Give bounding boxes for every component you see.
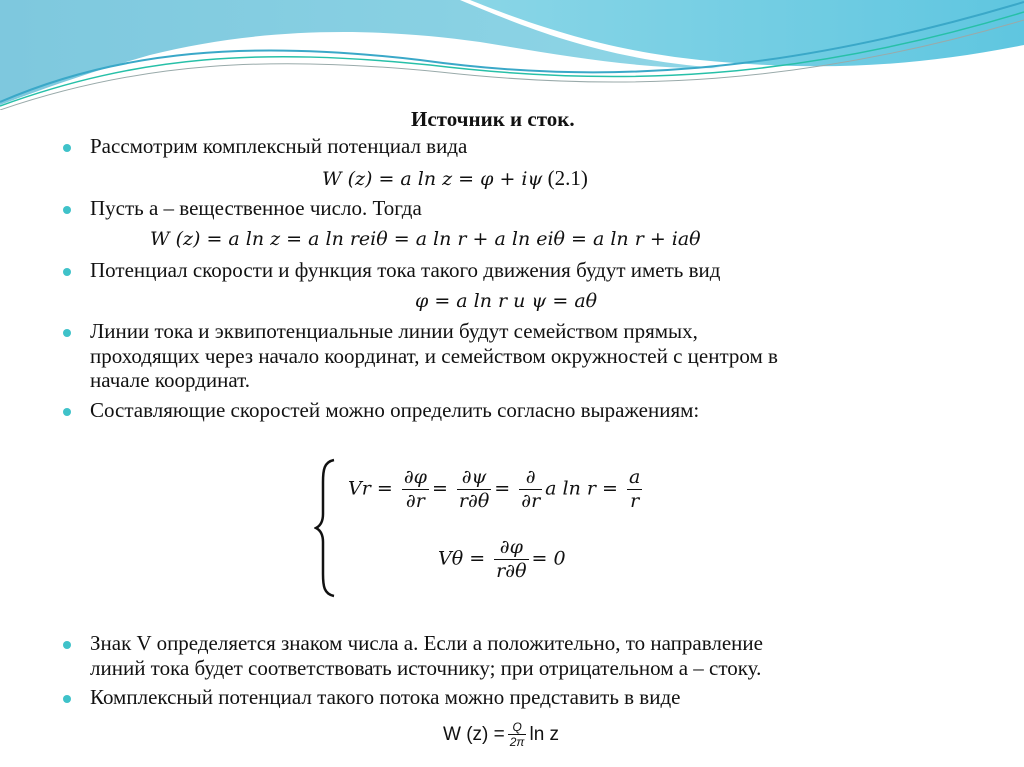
equation: φ = a ln r и ψ = aθ [415,290,598,312]
text-line: Потенциал скорости и функция тока такого движения будут иметь вид [90,258,721,282]
equation-vtheta [438,536,566,583]
eq-text: = [431,477,448,500]
eq-text: a ln r = [545,477,618,500]
fraction [457,466,491,513]
fraction [519,466,542,513]
eq-text: ln z [529,723,560,745]
eq-text: Vθ = [438,547,486,570]
numerator: ∂ [519,466,542,490]
text-line: Составляющие скоростей можно определить согласно выражениям: [90,398,700,422]
numerator: a [628,466,641,488]
final-equation [443,720,559,750]
fraction [627,466,642,513]
equation: W (z) = a ln z = a ln reiθ = a ln r + a ln eiθ = a ln r + iaθ [150,228,701,250]
text-line: Знак V определяется знаком числа а. Если а положительно, то направление [90,631,763,655]
numerator: ∂ψ [457,466,491,490]
bullet-icon [63,144,71,152]
equation: W (z) = a ln z = φ + iψ [322,168,543,190]
text-line: начале координат. [90,368,250,392]
bullet-icon [63,408,71,416]
eq-text: = 0 [531,547,566,570]
bullet-icon [63,206,71,214]
bullet-icon [63,695,71,703]
denominator: r∂θ [458,489,490,512]
bullet-icon [63,329,71,337]
text-line: Комплексный потенциал такого потока можно представить в виде [90,685,681,709]
system-brace [314,458,336,598]
bullet-icon [63,641,71,649]
equation-number: (2.1) [547,166,588,190]
numerator: ∂φ [494,536,528,560]
denominator: r [630,489,640,512]
denominator: ∂r [405,489,425,512]
eq-text: W (z) = [443,723,505,745]
eq-text: Vr = [348,477,393,500]
text-line: Рассмотрим комплексный потенциал вида [90,134,468,158]
eq-text: = [494,477,511,500]
fraction [508,720,527,750]
fraction [494,536,528,583]
header-wave-decoration [0,0,1024,110]
text-line: проходящих через начало координат, и семейством окружностей с центром в [90,344,778,368]
text-line: Пусть а – вещественное число. Тогда [90,196,422,220]
text-line: Линии тока и эквипотенциальные линии будут семейством прямых, [90,319,698,343]
denominator: ∂r [521,489,541,512]
equation-vr [348,466,645,513]
text-line: линий тока будет соответствовать источнику; при отрицательном а – стоку. [90,656,762,680]
numerator: ∂φ [403,466,427,488]
slide-title: Источник и сток. [411,107,575,131]
bullet-icon [63,268,71,276]
equation-line [322,167,588,191]
fraction [402,466,429,513]
numerator: Q [508,720,527,735]
denominator: r∂θ [496,559,527,582]
denominator: 2π [509,735,525,750]
